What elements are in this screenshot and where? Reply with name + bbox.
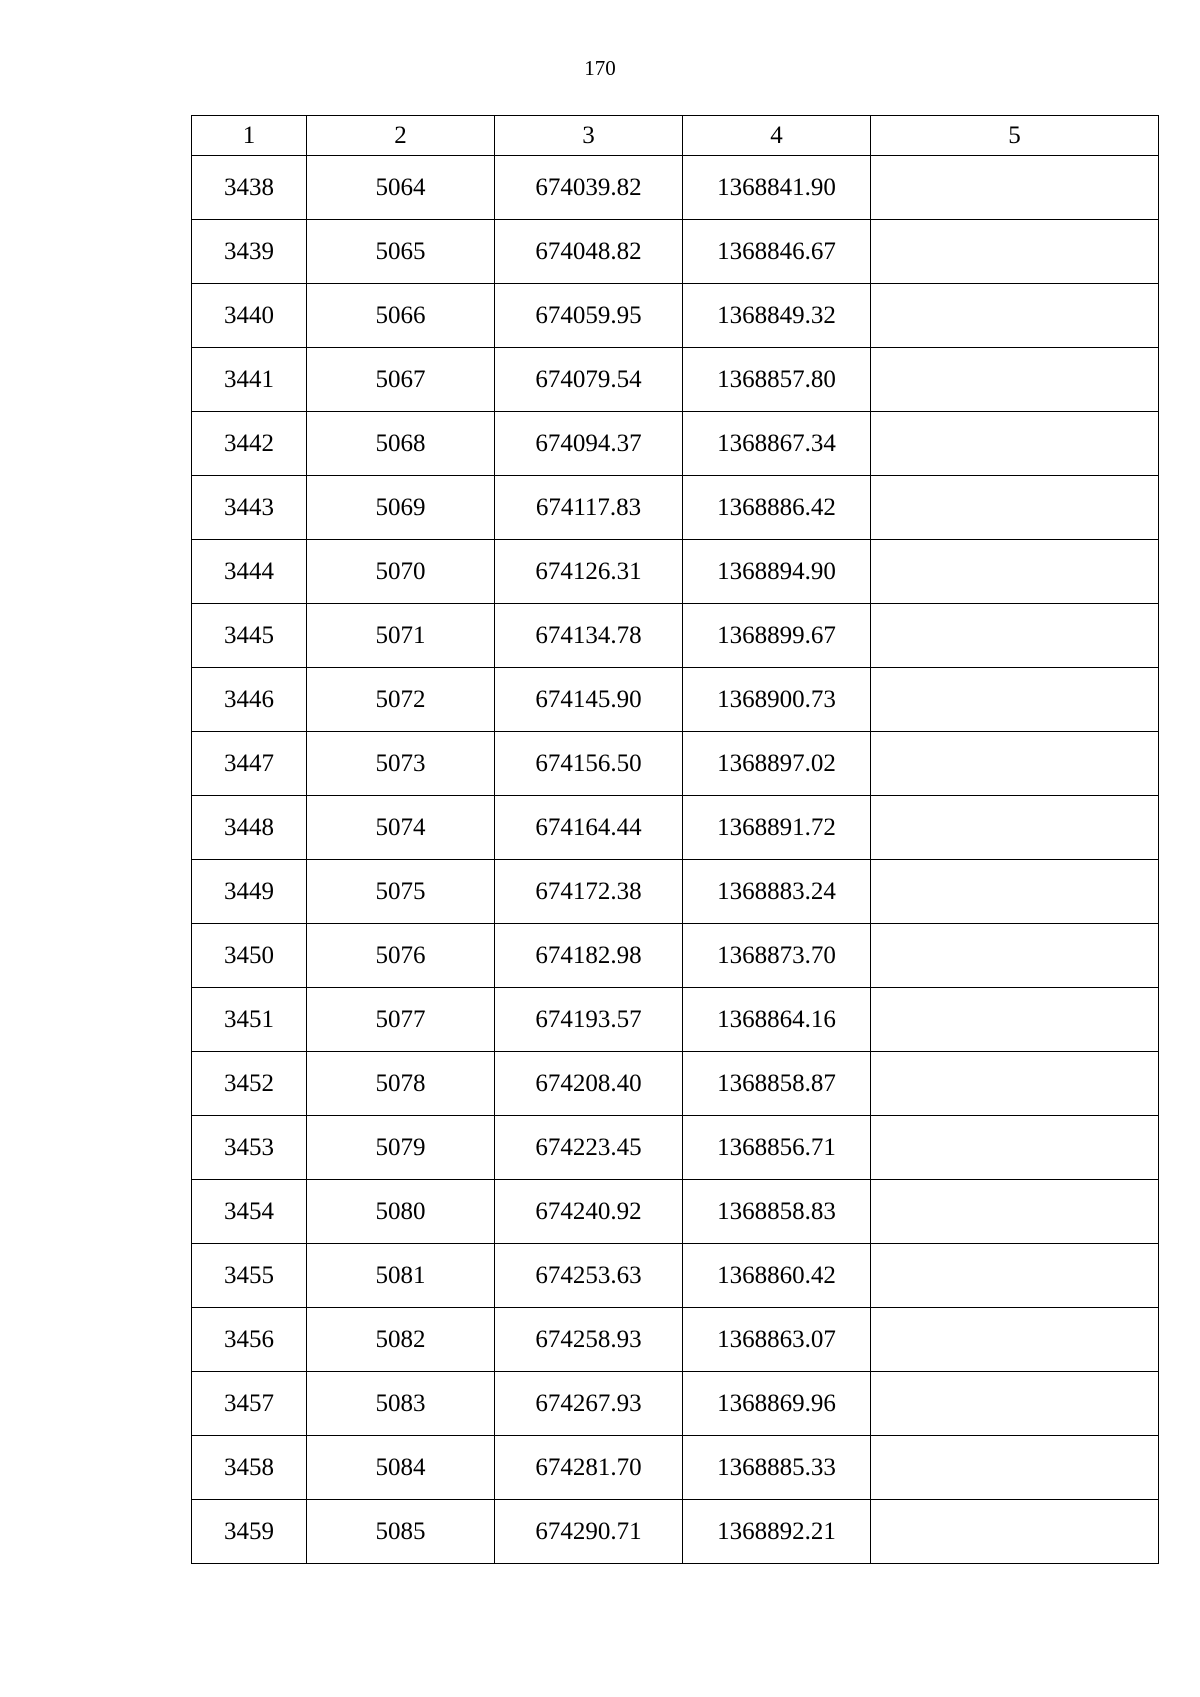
- table-row: [192, 1244, 1159, 1308]
- table-cell: 3445: [192, 604, 307, 668]
- table-row: [192, 1436, 1159, 1500]
- table-cell: 674156.50: [495, 732, 683, 796]
- table-cell: 1368849.32: [683, 284, 871, 348]
- table-body: [192, 116, 1159, 1564]
- table-cell: [871, 1052, 1159, 1116]
- table-cell: 674126.31: [495, 540, 683, 604]
- table-cell: 3450: [192, 924, 307, 988]
- table-cell: [871, 732, 1159, 796]
- table-cell: 3444: [192, 540, 307, 604]
- table-cell: 5085: [307, 1500, 495, 1564]
- table-cell: [871, 220, 1159, 284]
- table-row: [192, 284, 1159, 348]
- page-number: 170: [584, 56, 616, 80]
- table-cell: [871, 860, 1159, 924]
- table-cell: 5070: [307, 540, 495, 604]
- table-cell: 1368892.21: [683, 1500, 871, 1564]
- table-cell: 674079.54: [495, 348, 683, 412]
- table-cell: 674164.44: [495, 796, 683, 860]
- table-cell: [871, 604, 1159, 668]
- table-cell: 3441: [192, 348, 307, 412]
- table-cell: [871, 348, 1159, 412]
- table-cell: 674039.82: [495, 156, 683, 220]
- table-row: [192, 476, 1159, 540]
- table-cell: 5074: [307, 796, 495, 860]
- table-row: [192, 412, 1159, 476]
- table-cell: 3452: [192, 1052, 307, 1116]
- table-cell: 1368900.73: [683, 668, 871, 732]
- table-cell: 3451: [192, 988, 307, 1052]
- table-cell: [871, 412, 1159, 476]
- table-cell: 5069: [307, 476, 495, 540]
- table-row: [192, 156, 1159, 220]
- table-cell: [871, 1308, 1159, 1372]
- table-row: [192, 1180, 1159, 1244]
- table-row: [192, 604, 1159, 668]
- table-cell: 1368869.96: [683, 1372, 871, 1436]
- table-cell: 1368856.71: [683, 1116, 871, 1180]
- table-cell: 3458: [192, 1436, 307, 1500]
- table-row: [192, 348, 1159, 412]
- table-cell: 3455: [192, 1244, 307, 1308]
- table-cell: 674208.40: [495, 1052, 683, 1116]
- table-row: [192, 668, 1159, 732]
- table-cell: 1368867.34: [683, 412, 871, 476]
- table-cell: 5076: [307, 924, 495, 988]
- column-header: 2: [307, 116, 495, 156]
- table-cell: 1368897.02: [683, 732, 871, 796]
- table-cell: 5081: [307, 1244, 495, 1308]
- table-cell: 674258.93: [495, 1308, 683, 1372]
- table-cell: [871, 1244, 1159, 1308]
- table-cell: [871, 476, 1159, 540]
- table-cell: 5071: [307, 604, 495, 668]
- table-cell: 1368886.42: [683, 476, 871, 540]
- table-cell: 1368858.87: [683, 1052, 871, 1116]
- table-row: [192, 1052, 1159, 1116]
- table-row: [192, 1308, 1159, 1372]
- table-cell: [871, 540, 1159, 604]
- table-cell: 5082: [307, 1308, 495, 1372]
- table-cell: 1368873.70: [683, 924, 871, 988]
- column-header: 3: [495, 116, 683, 156]
- table-row: [192, 1500, 1159, 1564]
- table-cell: [871, 668, 1159, 732]
- table-cell: 5065: [307, 220, 495, 284]
- table-row: [192, 220, 1159, 284]
- table-cell: 3438: [192, 156, 307, 220]
- table-cell: [871, 284, 1159, 348]
- table-cell: 5067: [307, 348, 495, 412]
- table-cell: 674240.92: [495, 1180, 683, 1244]
- table-cell: 5064: [307, 156, 495, 220]
- table-cell: 674290.71: [495, 1500, 683, 1564]
- table-cell: [871, 1372, 1159, 1436]
- table-cell: 1368858.83: [683, 1180, 871, 1244]
- table-cell: 3443: [192, 476, 307, 540]
- table-cell: [871, 1116, 1159, 1180]
- coordinates-table: [191, 115, 1159, 1564]
- column-header: 4: [683, 116, 871, 156]
- table-cell: 3440: [192, 284, 307, 348]
- table-cell: 674134.78: [495, 604, 683, 668]
- table-cell: [871, 1436, 1159, 1500]
- table-cell: 3446: [192, 668, 307, 732]
- table-cell: 674145.90: [495, 668, 683, 732]
- table-cell: 3449: [192, 860, 307, 924]
- table-cell: 3447: [192, 732, 307, 796]
- table-cell: [871, 796, 1159, 860]
- table-cell: 674117.83: [495, 476, 683, 540]
- column-header: 5: [871, 116, 1159, 156]
- table-cell: 3442: [192, 412, 307, 476]
- table-row: [192, 732, 1159, 796]
- table-cell: [871, 1500, 1159, 1564]
- table-cell: [871, 924, 1159, 988]
- table-cell: 674048.82: [495, 220, 683, 284]
- table-cell: 1368885.33: [683, 1436, 871, 1500]
- table-cell: 674172.38: [495, 860, 683, 924]
- table-cell: 5068: [307, 412, 495, 476]
- table-cell: 3459: [192, 1500, 307, 1564]
- table-row: [192, 796, 1159, 860]
- table-cell: 5077: [307, 988, 495, 1052]
- table-cell: 1368891.72: [683, 796, 871, 860]
- table-cell: 674094.37: [495, 412, 683, 476]
- table-cell: 674193.57: [495, 988, 683, 1052]
- table-cell: 674253.63: [495, 1244, 683, 1308]
- table-row: [192, 1116, 1159, 1180]
- table-cell: 3456: [192, 1308, 307, 1372]
- table-row: [192, 540, 1159, 604]
- table-cell: 5066: [307, 284, 495, 348]
- table-row: [192, 988, 1159, 1052]
- table-cell: 1368857.80: [683, 348, 871, 412]
- table-cell: 674223.45: [495, 1116, 683, 1180]
- table-cell: 5084: [307, 1436, 495, 1500]
- table-cell: 3454: [192, 1180, 307, 1244]
- table-cell: 3439: [192, 220, 307, 284]
- table-cell: 674267.93: [495, 1372, 683, 1436]
- table-header-row: [192, 116, 1159, 156]
- table-cell: 5078: [307, 1052, 495, 1116]
- table-cell: 674281.70: [495, 1436, 683, 1500]
- table-cell: 5073: [307, 732, 495, 796]
- column-header: 1: [192, 116, 307, 156]
- table-cell: 5072: [307, 668, 495, 732]
- table-cell: 1368860.42: [683, 1244, 871, 1308]
- table-cell: 674182.98: [495, 924, 683, 988]
- table-cell: 1368899.67: [683, 604, 871, 668]
- table-cell: 1368883.24: [683, 860, 871, 924]
- table-row: [192, 1372, 1159, 1436]
- table-cell: 1368864.16: [683, 988, 871, 1052]
- table-row: [192, 924, 1159, 988]
- table-cell: [871, 156, 1159, 220]
- table-cell: 5079: [307, 1116, 495, 1180]
- table-row: [192, 860, 1159, 924]
- table-cell: 674059.95: [495, 284, 683, 348]
- table-cell: 1368846.67: [683, 220, 871, 284]
- table-cell: 5083: [307, 1372, 495, 1436]
- table-cell: 5075: [307, 860, 495, 924]
- table-cell: 1368863.07: [683, 1308, 871, 1372]
- table-cell: 3457: [192, 1372, 307, 1436]
- table-cell: [871, 988, 1159, 1052]
- table-cell: 5080: [307, 1180, 495, 1244]
- table-cell: [871, 1180, 1159, 1244]
- table-cell: 3448: [192, 796, 307, 860]
- table-cell: 1368841.90: [683, 156, 871, 220]
- table-cell: 3453: [192, 1116, 307, 1180]
- table-cell: 1368894.90: [683, 540, 871, 604]
